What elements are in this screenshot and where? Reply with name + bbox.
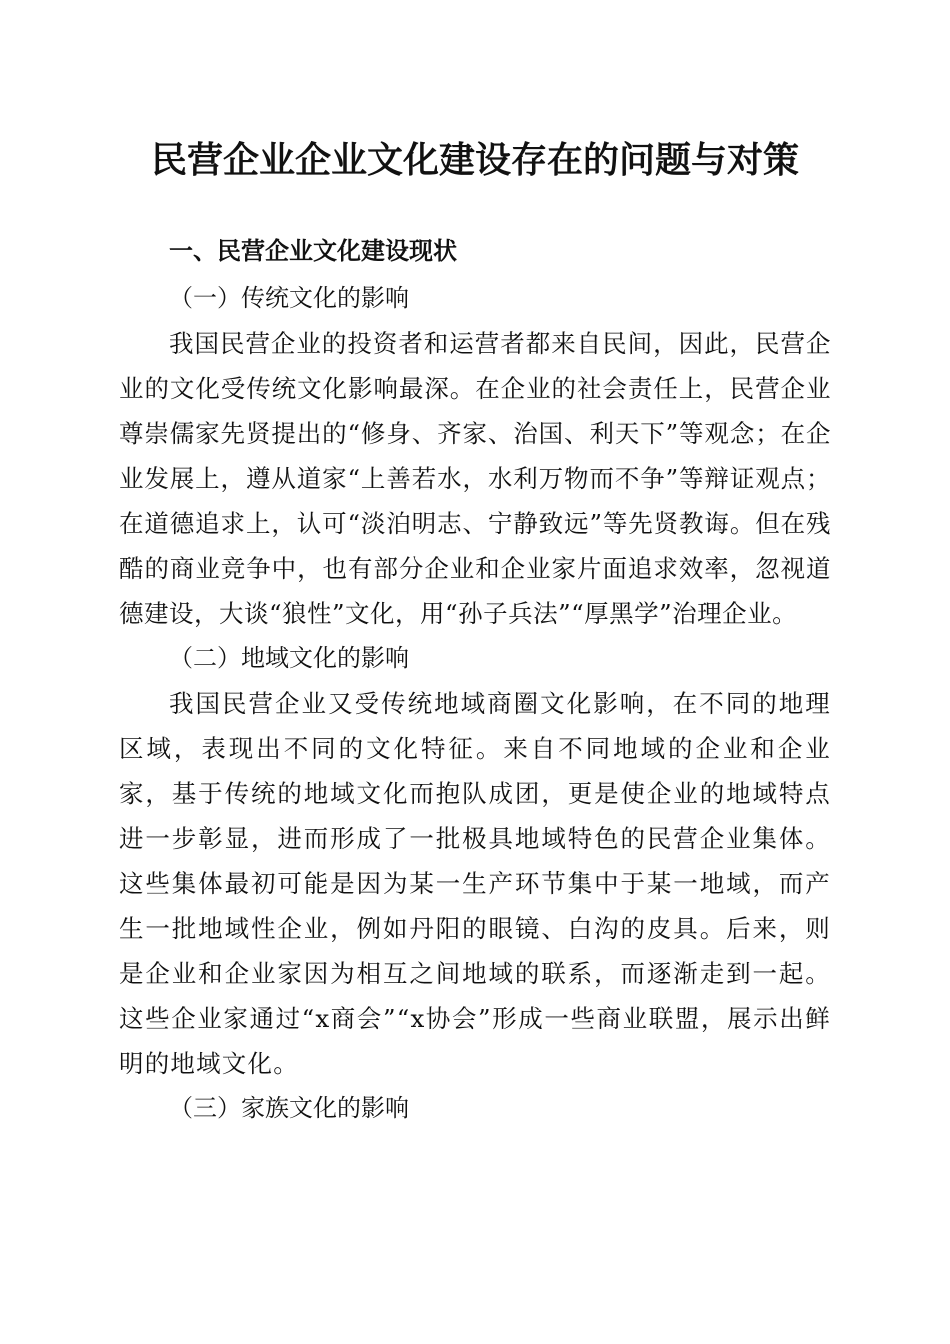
document-title: 民营企业企业文化建设存在的问题与对策 <box>150 139 799 181</box>
section-heading: 一、民营企业文化建设现状 <box>169 237 457 265</box>
subsection-heading: （三）家族文化的影响 <box>169 1094 409 1122</box>
body-paragraph: 我国民营企业的投资者和运营者都来自民间，因此，民营企业的文化受传统文化影响最深。在企业的社会责任上，民营企业尊崇儒家先贤提出的“修身、齐家、治国、利天下”等观念；在企业发展上，遵从道家“上善若水，水利万物而不争”等辩证观点；在道德追求上，认可“淡泊明志、宁静致远”等先贤教诲。但在残酷的商业竞争中，也有部分企业和企业家片面追求效率，忽视道德建设，大谈“狼性”文化，用“孙子兵法”“厚黑学”治理企业。 <box>119 329 831 628</box>
document-body <box>119 226 831 1131</box>
subsection-heading: （一）传统文化的影响 <box>169 284 409 312</box>
body-paragraph: 我国民营企业又受传统地域商圈文化影响，在不同的地理区域，表现出不同的文化特征。来自不同地域的企业和企业家，基于传统的地域文化而抱队成团，更是使企业的地域特点进一步彰显，进而形成了一批极具地域特色的民营企业集体。这些集体最初可能是因为某一生产环节集中于某一地域，而产生一批地域性企业，例如丹阳的眼镜、白沟的皮具。后来，则是企业和企业家因为相互之间地域的联系，而逐渐走到一起。这些企业家通过“x商会”“x协会”形成一些商业联盟，展示出鲜明的地域文化。 <box>119 689 831 1078</box>
subsection-heading: （二）地域文化的影响 <box>169 644 409 672</box>
